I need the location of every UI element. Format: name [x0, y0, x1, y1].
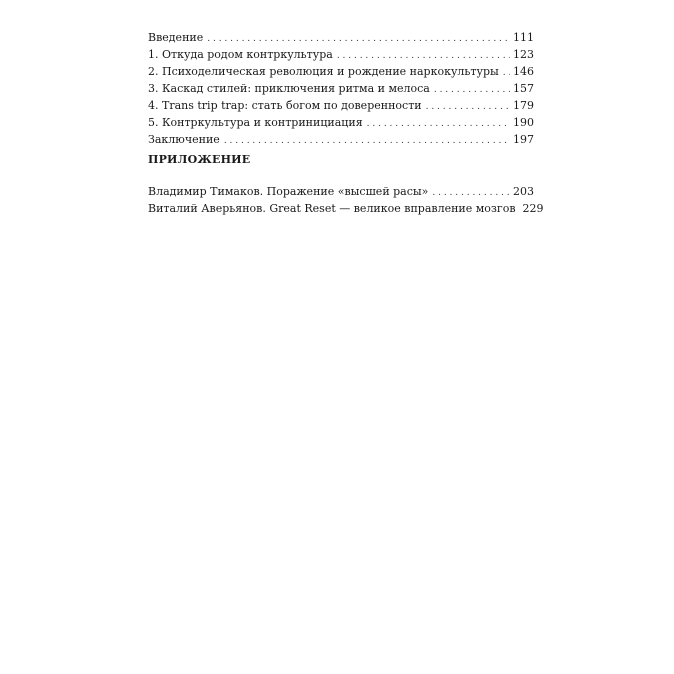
toc-entry-title: 5. Контркультура и контринициация	[148, 116, 363, 129]
toc-entry-title: 2. Психоделическая революция и рождение наркокультуры	[148, 65, 499, 78]
toc-entry	[148, 29, 534, 46]
toc-entry-title: Введение	[148, 31, 204, 44]
toc-entry-page: 197	[513, 133, 534, 146]
table-of-contents	[148, 29, 534, 148]
toc-entry	[148, 114, 534, 131]
toc-leader-dots	[503, 65, 510, 82]
toc-leader-dots	[426, 99, 510, 116]
toc-entry-page: 146	[513, 65, 534, 78]
appendix-contents	[148, 183, 544, 217]
toc-entry	[148, 97, 534, 114]
toc-entry-page: 190	[513, 116, 534, 129]
toc-leader-dots	[367, 116, 510, 133]
toc-entry-page: 123	[513, 48, 534, 61]
toc-entry	[148, 183, 534, 200]
toc-entry-title: 4. Trans trip trap: стать богом по доверенности	[148, 99, 422, 112]
toc-entry	[148, 63, 534, 80]
toc-leader-dots	[224, 133, 510, 150]
toc-entry	[148, 80, 534, 97]
toc-entry	[148, 46, 534, 63]
toc-entry-page: 157	[513, 82, 534, 95]
toc-entry-page: 203	[513, 185, 534, 198]
toc-entry-page: 229	[522, 202, 544, 215]
appendix-heading: ПРИЛОЖЕНИЕ	[148, 153, 251, 166]
toc-entry-title: Виталий Аверьянов. Great Reset — великое вправление мозгов	[148, 202, 516, 215]
toc-entry	[148, 200, 544, 217]
toc-entry	[148, 131, 534, 148]
toc-entry-title: 3. Каскад стилей: приключения ритма и мелоса	[148, 82, 430, 95]
toc-entry-title: 1. Откуда родом контркультура	[148, 48, 333, 61]
toc-entry-page: 111	[513, 31, 534, 44]
toc-entry-page: 179	[513, 99, 534, 112]
toc-entry-title: Владимир Тимаков. Поражение «высшей расы»	[148, 185, 429, 198]
toc-entry-title: Заключение	[148, 133, 220, 146]
toc-leader-dots	[434, 82, 510, 99]
